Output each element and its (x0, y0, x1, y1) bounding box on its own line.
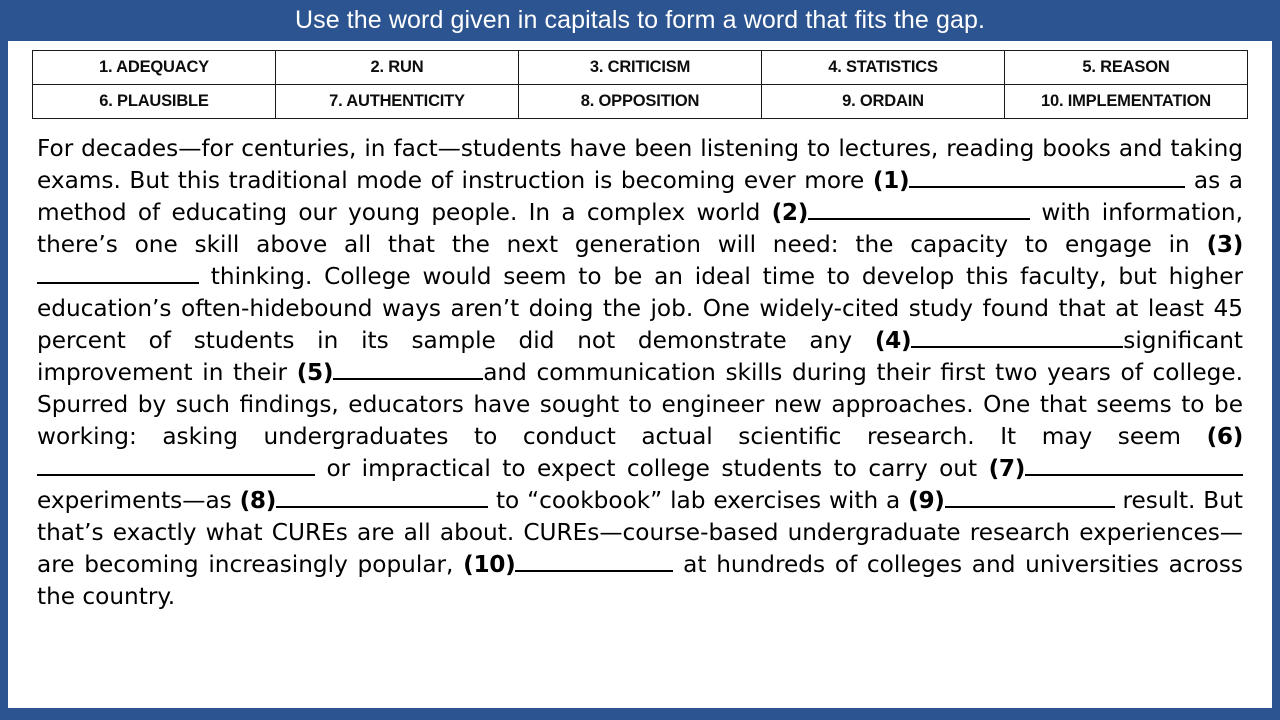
table-row (33, 51, 1248, 85)
gap-number-8: (8) (239, 487, 277, 514)
gap-number-10: (10) (463, 551, 516, 578)
word-cell-6: 6. PLAUSIBLE (33, 85, 276, 119)
gap-blank-8[interactable] (276, 487, 488, 508)
word-bank-table (32, 50, 1248, 119)
passage-segment: experiments—as (37, 487, 240, 514)
table-row (33, 85, 1248, 119)
word-cell-2: 2. RUN (276, 51, 519, 85)
gap-number-3: (3) (1206, 231, 1243, 258)
passage-segment: For decades—for centuries, in fact—students have been listening to lectures, reading books and taking exams. But this traditional mode of instruction is becoming ever more (37, 135, 1243, 194)
gap-blank-4[interactable] (911, 327, 1123, 348)
gap-number-7: (7) (988, 455, 1025, 482)
gap-blank-1[interactable] (909, 167, 1185, 188)
gap-number-1: (1) (872, 167, 910, 194)
gap-number-4: (4) (874, 327, 912, 354)
word-cell-9: 9. ORDAIN (762, 85, 1005, 119)
gap-blank-3[interactable] (37, 263, 199, 284)
passage-text (37, 133, 1243, 613)
title-banner (0, 0, 1280, 41)
passage-segment: to “cookbook” lab exercises with a (488, 487, 909, 514)
passage-segment: thinking. College would seem to be an ideal time to develop this faculty, but higher education’s often-hidebound ways aren’t doing the job. One widely-cited study found that at least 45 percent of students in its sample did not demonstrate any (37, 263, 1243, 354)
gap-blank-10[interactable] (515, 551, 673, 572)
page-title: Use the word given in capitals to form a word that fits the gap. (294, 6, 986, 34)
passage-segment: as a method of educating our young people. In a complex world (37, 167, 1243, 226)
passage-segment: result. But that’s exactly what CUREs are all about. CUREs—course-based undergraduate research experiences—are becoming increasingly popular, (37, 487, 1244, 578)
content-panel (8, 41, 1272, 708)
gap-blank-5[interactable] (333, 359, 483, 380)
gap-number-2: (2) (771, 199, 809, 226)
gap-number-9: (9) (908, 487, 945, 514)
gap-blank-7[interactable] (1025, 455, 1243, 476)
word-cell-3: 3. CRITICISM (519, 51, 762, 85)
passage-segment: or impractical to expect college students to carry out (315, 455, 989, 482)
gap-blank-2[interactable] (808, 199, 1030, 220)
gap-number-5: (5) (296, 359, 334, 386)
word-cell-8: 8. OPPOSITION (519, 85, 762, 119)
gap-number-6: (6) (1206, 423, 1243, 450)
word-cell-7: 7. AUTHENTICITY (276, 85, 519, 119)
word-cell-1: 1. ADEQUACY (33, 51, 276, 85)
passage-segment: and communication skills during their first two years of college. Spurred by such findings, educators have sought to engineer new approaches. One that seems to be working: asking undergraduates to conduct actual scientific research. It may seem (37, 359, 1243, 450)
gap-blank-9[interactable] (945, 487, 1115, 508)
passage-segment: significant improvement in their (37, 327, 1243, 386)
word-cell-4: 4. STATISTICS (762, 51, 1005, 85)
passage-segment: at hundreds of colleges and universities across the country. (37, 551, 1243, 610)
gap-blank-6[interactable] (37, 455, 315, 476)
word-cell-5: 5. REASON (1005, 51, 1248, 85)
word-cell-10: 10. IMPLEMENTATION (1005, 85, 1248, 119)
passage-segment: with information, there’s one skill above all that the next generation will need: the capacity to engage in (37, 199, 1243, 258)
